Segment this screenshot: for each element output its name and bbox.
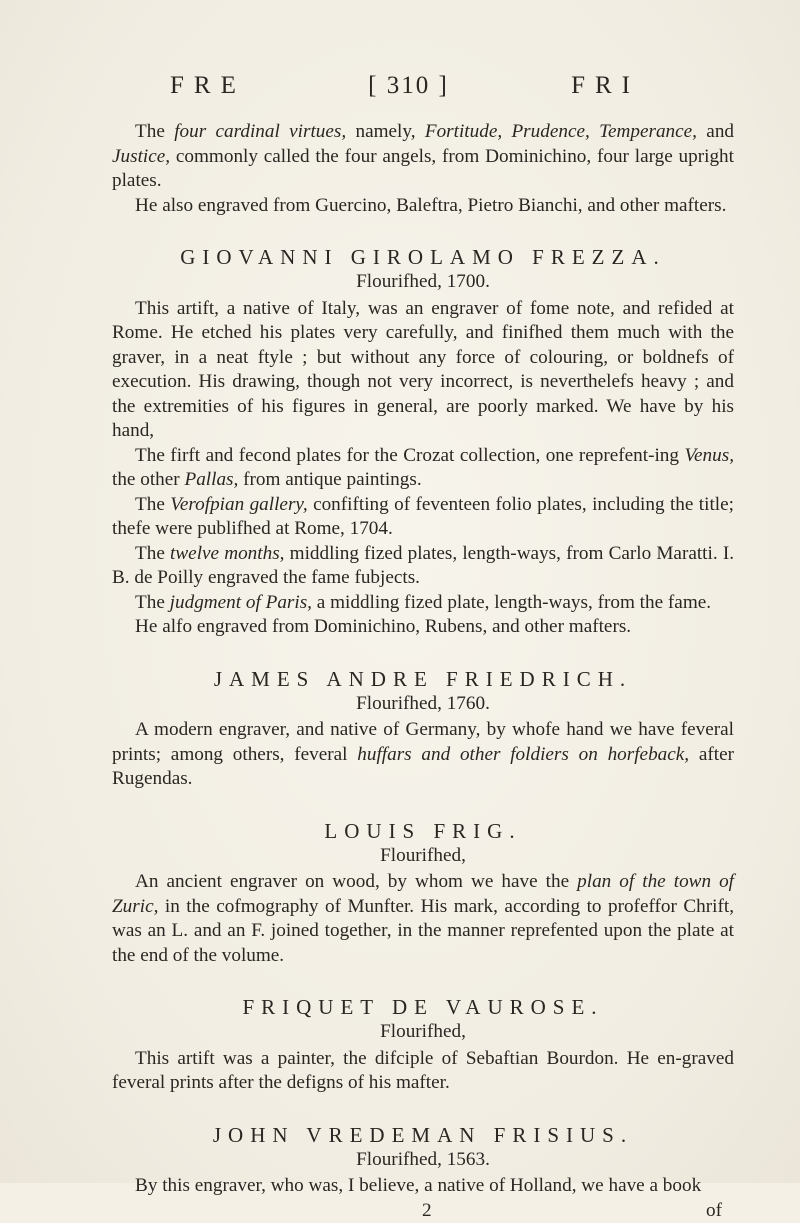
flourished-date: Flourifhed, [112,1020,734,1045]
text: The [135,543,165,564]
italic-text: Venus, [684,445,734,466]
text: A modern engraver, and native of Germany, by whofe hand we have feveral prints; among others, feveral [112,719,734,765]
flourished-date: Flourifhed, 1700. [112,270,734,295]
page-number: [ 310 ] [368,72,449,100]
text: commonly called the four angels, from Dominichino, four large upright plates. [112,146,734,192]
text: An ancient engraver on wood, by whom we have the [135,871,569,892]
flourished-date: Flourifhed, [112,844,734,869]
paragraph [112,591,734,616]
text: The [135,592,165,613]
paragraph: This artift was a painter, the difciple of Sebaftian Bourdon. He en-graved feveral prints after the defigns of his mafter. [112,1047,734,1096]
paragraph: He alfo engraved from Dominichino, Rubens, and other mafters. [112,615,734,640]
entry-title: JOHN VREDEMAN FRISIUS. [112,1122,734,1148]
paragraph [112,718,734,792]
running-header [170,72,640,100]
flourished-date: Flourifhed, 1760. [112,692,734,717]
italic-text: Fortitude, Prudence, Temperance, [425,121,697,142]
paragraph: This artift, a native of Italy, was an engraver of fome note, and refided at Rome. He etched his plates very carefully, and finifhed them much with the graver, in a neat ftyle ; but without any force of colouring, or boldnefs of execution. His drawing, though not very incorrect, is neverthelefs heavy ; and the extremities of his figures in general, are poorly marked. We have by his hand, [112,297,734,444]
text: The [135,494,165,515]
text: confifting of feventeen folio plates, including the title; thefe were publifhed at Rome, 1704. [112,494,734,540]
paragraph [112,870,734,968]
paragraph: He also engraved from Guercino, Baleftra, Pietro Bianchi, and other mafters. [112,194,734,219]
text: in the cofmography of Munfter. His mark, according to profeffor Chrift, was an L. and an F. joined together, in the manner reprefented upon the plate at the end of the volume. [112,896,734,966]
text: from antique paintings. [238,469,421,490]
paragraph [112,444,734,493]
header-left: FRE [170,72,246,100]
italic-text: judgment of Paris, [170,592,312,613]
page-body [112,120,734,1223]
italic-text: Verofpian gallery, [170,494,307,515]
entry-title: FRIQUET DE VAUROSE. [112,994,734,1020]
paragraph: By this engraver, who was, I believe, a native of Holland, we have a book [112,1174,734,1199]
entry-title: LOUIS FRIG. [112,818,734,844]
text: the other [112,469,180,490]
paragraph [112,493,734,542]
intro-paragraph [112,120,734,194]
text: middling fized plates, length-ways, from Carlo Maratti. I. B. de Poilly engraved the fame fubjects. [112,543,734,589]
text: and [697,121,734,142]
text: The firft and fecond plates for the Crozat collection, one reprefent-ing [135,445,679,466]
text: a middling fized plate, length-ways, from the fame. [312,592,711,613]
flourished-date: Flourifhed, 1563. [112,1148,734,1173]
italic-text: Pallas, [184,469,238,490]
header-right: FRI [571,72,640,100]
signature-mark: 2 [422,1199,432,1223]
entry-title: JAMES ANDRE FRIEDRICH. [112,666,734,692]
italic-text: plan of the town of Zuric, [112,871,734,917]
italic-text: huffars and other foldiers on horfeback, [357,744,689,765]
text: after Rugendas. [112,744,734,790]
catchword: of [706,1199,722,1223]
text: The [135,121,165,142]
paragraph [112,542,734,591]
italic-text: four cardinal virtues, [174,121,346,142]
text: namely, [346,121,415,142]
italic-text: Justice, [112,146,170,167]
italic-text: twelve months, [170,543,284,564]
page-footer [112,1199,734,1223]
entry-title: GIOVANNI GIROLAMO FREZZA. [112,244,734,270]
